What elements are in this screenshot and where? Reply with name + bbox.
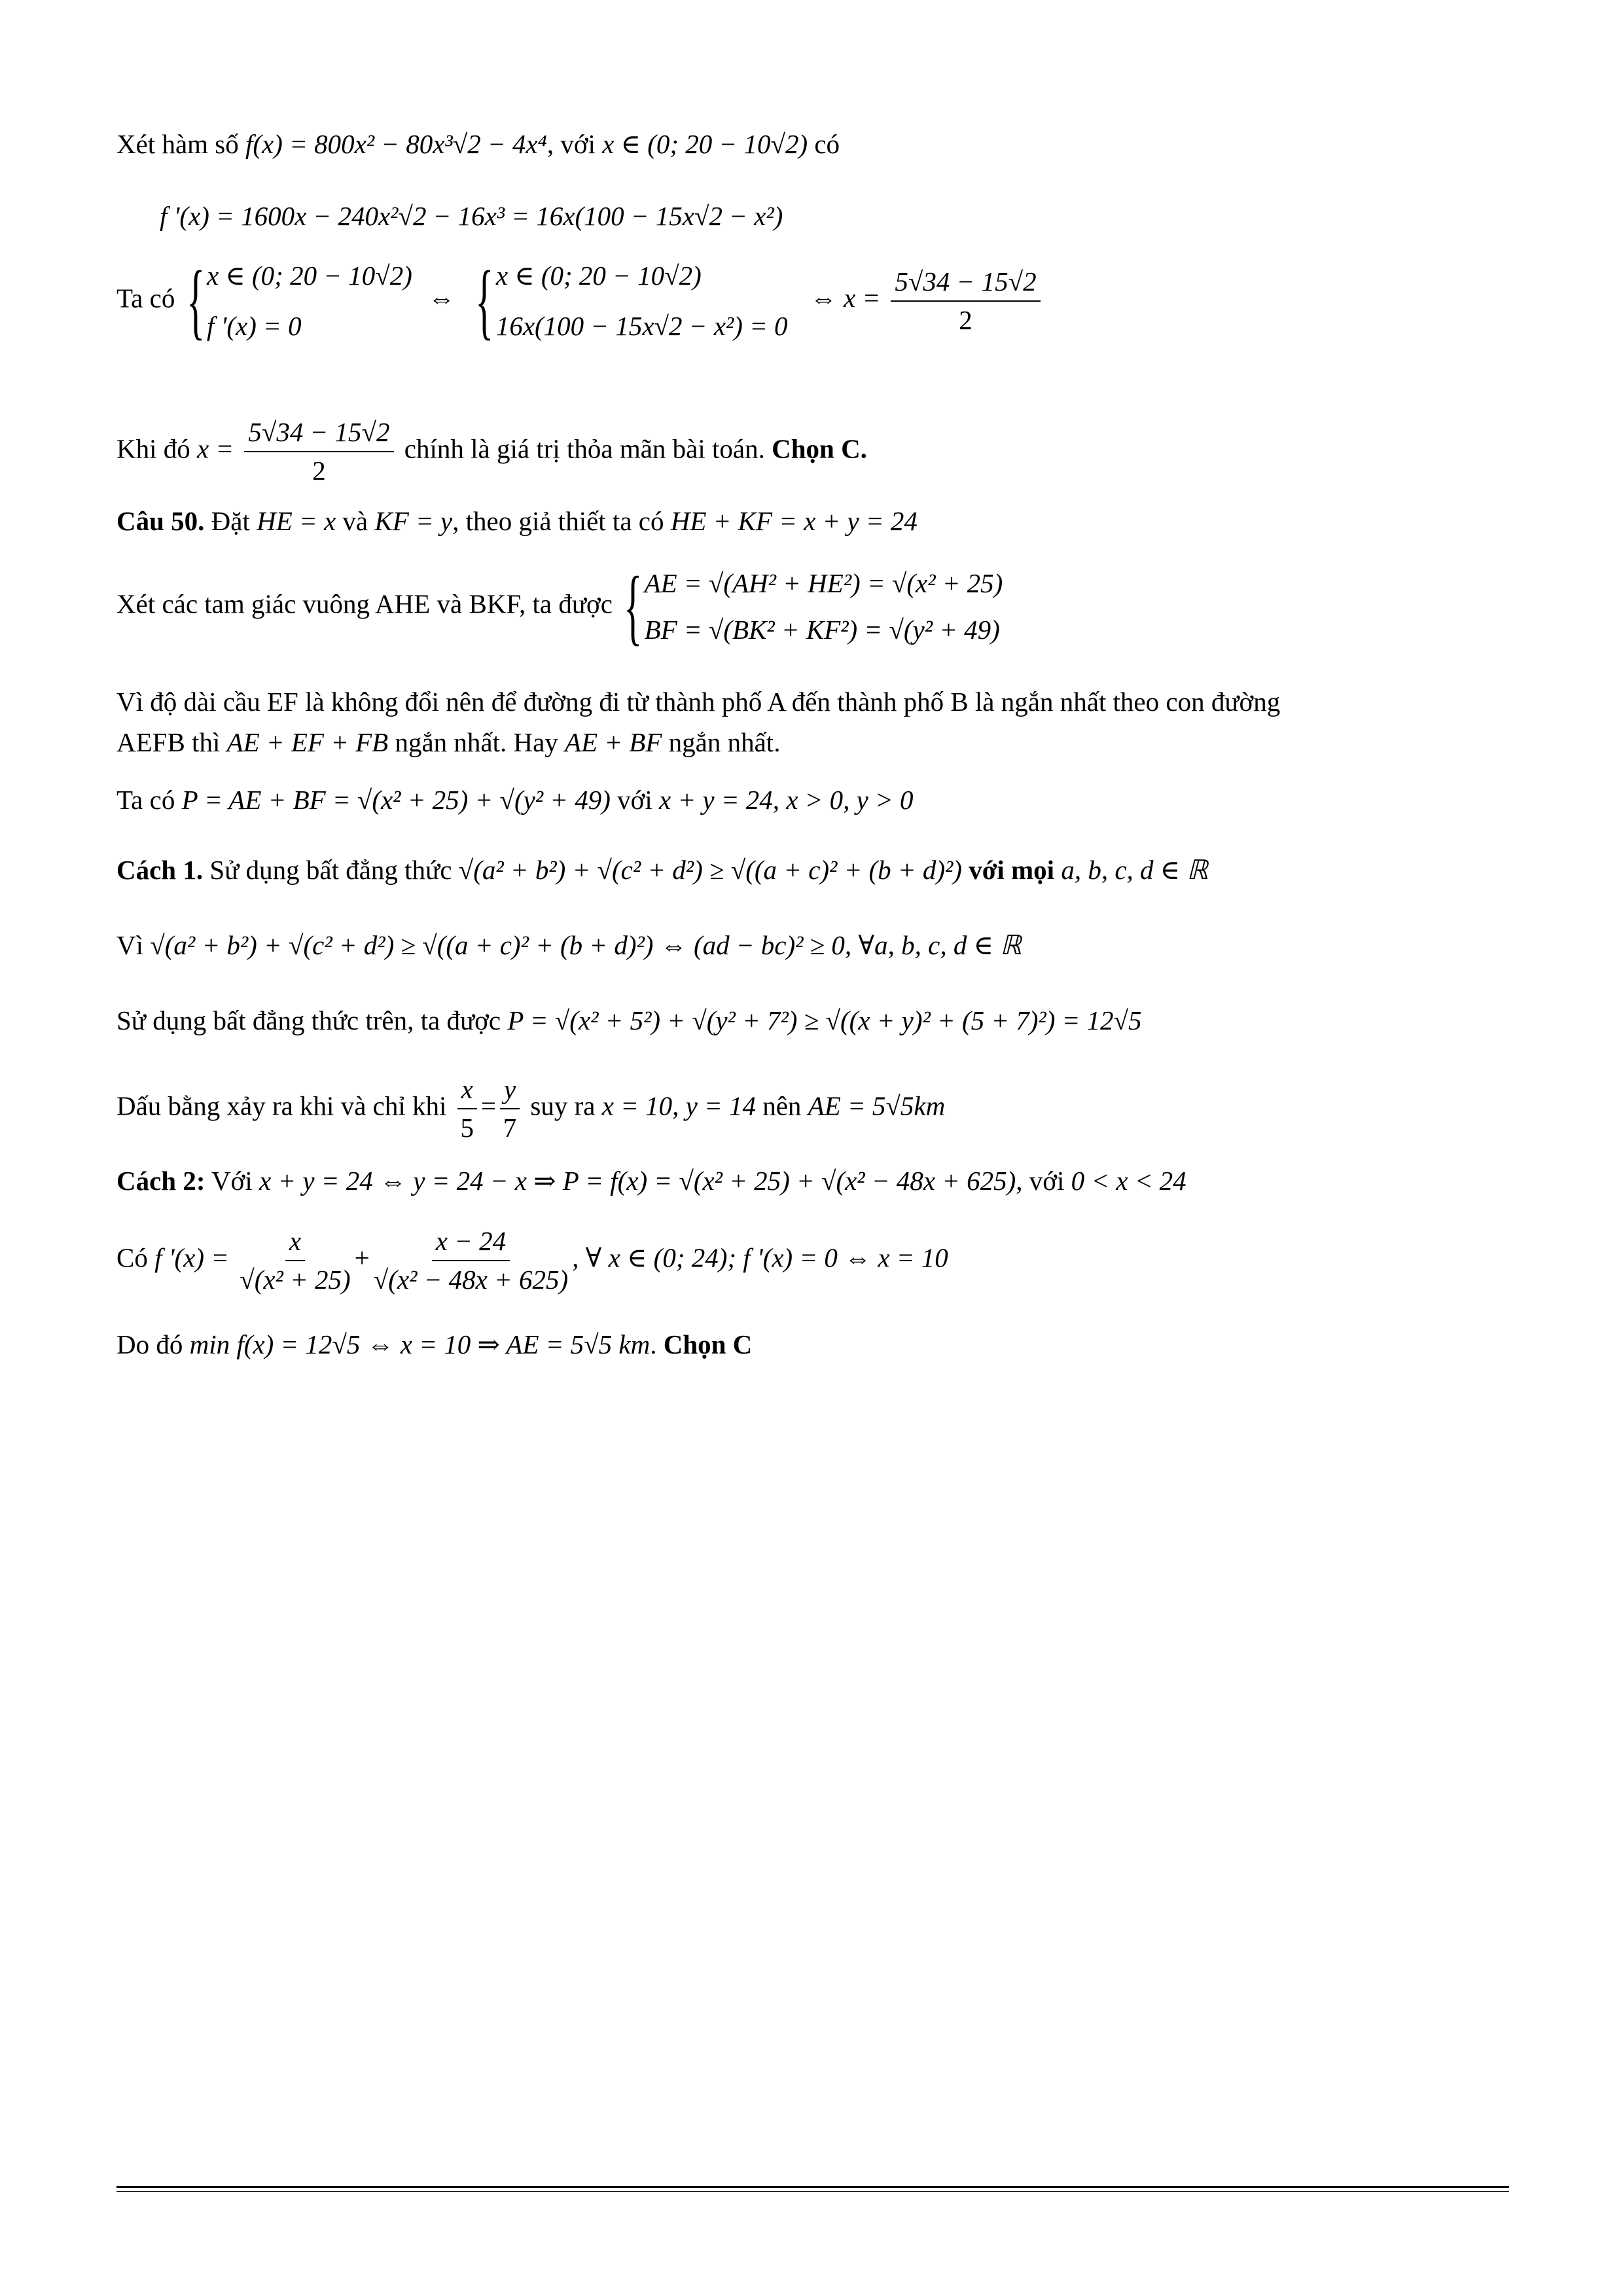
line-16 xyxy=(116,1329,752,1361)
text: , với xyxy=(546,129,596,159)
numerator: y xyxy=(500,1073,520,1109)
line-3 xyxy=(116,254,1044,348)
math: x + y = 24, x > 0, y > 0 xyxy=(659,785,914,815)
line-9 xyxy=(116,784,913,816)
math: AE = 5√5km xyxy=(808,1090,946,1121)
equivalence-symbol: ⇔ xyxy=(428,283,455,314)
fraction xyxy=(244,416,393,487)
method-label: Cách 2: xyxy=(116,1166,205,1196)
brace-icon: { xyxy=(475,254,494,348)
numerator: x xyxy=(285,1225,305,1261)
denominator: 2 xyxy=(959,305,972,335)
math: f '(x) = xyxy=(154,1242,229,1273)
math: P = AE + BF = √(x² + 25) + √(y² + 49) xyxy=(181,785,611,815)
math: = xyxy=(480,1090,496,1121)
text: nên xyxy=(762,1090,802,1121)
line-2 xyxy=(160,200,783,232)
numerator: 5√34 − 15√2 xyxy=(891,266,1040,302)
math: f '(x) = 1600x − 240x²√2 − 16x³ = 16x(100 − 15x√2 − x²) xyxy=(160,201,783,231)
math: AE + BF xyxy=(565,727,662,757)
denominator: 2 xyxy=(312,456,326,486)
fraction xyxy=(374,1225,568,1296)
math: HE + KF = x + y = 24 xyxy=(670,506,918,536)
text: ngắn nhất. xyxy=(668,727,781,757)
answer-label: Chọn C. xyxy=(772,433,867,464)
line-14 xyxy=(116,1165,1186,1197)
numerator: x − 24 xyxy=(432,1225,510,1261)
fraction xyxy=(500,1073,520,1144)
math: √(a² + b²) + √(c² + d²) ≥ √((a + c)² + (b + d)²) ⇔ (ad − bc)² ≥ 0, ∀a, b, c, d ∈ ℝ xyxy=(150,930,1022,960)
math: KF = y xyxy=(374,506,453,536)
math: x ∈ (0; 20 − 10√2) xyxy=(206,260,412,291)
math: 0 < x < 24 xyxy=(1071,1166,1186,1196)
text: Vì độ dài cầu EF là không đổi nên để đường đi từ thành phố A đến thành phố B là ngắn nhất theo con đường xyxy=(116,687,1281,717)
denominator: 7 xyxy=(503,1113,517,1143)
text: , theo giả thiết ta có xyxy=(452,506,664,536)
numerator: 5√34 − 15√2 xyxy=(244,416,393,452)
line-7 xyxy=(116,686,1280,718)
answer-label: Chọn C xyxy=(663,1329,753,1359)
math: x = xyxy=(197,433,234,464)
text: ngắn nhất. Hay xyxy=(395,727,558,757)
text: Khi đó xyxy=(116,433,190,464)
text: suy ra xyxy=(530,1090,596,1121)
numerator: x xyxy=(457,1073,477,1109)
line-4 xyxy=(116,416,867,487)
text: , với xyxy=(1016,1166,1065,1196)
math: P = √(x² + 5²) + √(y² + 7²) ≥ √((x + y)² + (5 + 7)²) = 12√5 xyxy=(507,1005,1142,1035)
text: Ta có xyxy=(116,785,175,815)
text: chính là giá trị thỏa mãn bài toán. xyxy=(404,433,765,464)
question-label: Câu 50. xyxy=(116,506,205,536)
math: x ∈ (0; 20 − 10√2) xyxy=(602,129,808,159)
math: x ∈ (0; 20 − 10√2) xyxy=(495,260,702,291)
math: AE + EF + FB xyxy=(226,727,389,757)
line-10 xyxy=(116,854,1208,886)
fraction xyxy=(891,266,1040,336)
text: Đặt xyxy=(211,506,250,536)
text: Do đó xyxy=(116,1329,183,1359)
text: Xét các tam giác vuông AHE và BKF, ta được xyxy=(116,588,613,619)
text: . xyxy=(650,1329,657,1359)
text: với xyxy=(617,785,652,815)
text: Sử dụng bất đẳng thức xyxy=(209,855,452,885)
math: AE = √(AH² + HE²) = √(x² + 25) xyxy=(644,567,1003,598)
denominator: √(x² + 25) xyxy=(240,1265,351,1295)
brace-icon: { xyxy=(186,254,205,348)
math: HE = x xyxy=(257,506,336,536)
brace-icon: { xyxy=(624,560,643,654)
text: với mọi xyxy=(969,855,1055,885)
line-12 xyxy=(116,1005,1142,1037)
text: và xyxy=(342,506,368,536)
text: Với xyxy=(211,1166,253,1196)
math: f '(x) = 0 xyxy=(206,311,302,341)
math: f(x) = 800x² − 80x³√2 − 4x⁴ xyxy=(245,129,547,159)
text: AEFB thì xyxy=(116,727,221,757)
text: Có xyxy=(116,1242,148,1273)
math: min f(x) = 12√5 ⇔ x = 10 ⇒ AE = 5√5 km xyxy=(189,1329,651,1359)
system-3 xyxy=(619,560,1003,654)
line-1 xyxy=(116,128,840,160)
denominator: √(x² − 48x + 625) xyxy=(373,1265,569,1295)
system-1 xyxy=(182,254,412,348)
line-6 xyxy=(116,560,1003,654)
text: Xét hàm số xyxy=(116,129,239,159)
text: Ta có xyxy=(116,283,175,314)
math: a, b, c, d ∈ ℝ xyxy=(1061,855,1208,885)
math: , ∀ x ∈ (0; 24); f '(x) = 0 ⇔ x = 10 xyxy=(572,1242,948,1273)
denominator: 5 xyxy=(460,1113,474,1143)
math: + xyxy=(354,1242,370,1273)
line-5 xyxy=(116,505,918,537)
system-2 xyxy=(471,254,788,348)
math: 16x(100 − 15x√2 − x²) = 0 xyxy=(495,311,788,341)
math: x = 10, y = 14 xyxy=(601,1090,756,1121)
math: ⇔ x = xyxy=(810,283,881,314)
footer-rule-thin xyxy=(116,2191,1509,2192)
math: BF = √(BK² + KF²) = √(y² + 49) xyxy=(644,615,1000,645)
fraction xyxy=(457,1073,477,1144)
text: Sử dụng bất đẳng thức trên, ta được xyxy=(116,1005,501,1035)
line-11 xyxy=(116,929,1022,961)
text: Vì xyxy=(116,930,143,960)
fraction xyxy=(240,1225,350,1296)
line-8 xyxy=(116,726,780,759)
line-15 xyxy=(116,1225,948,1296)
footer-rule xyxy=(116,2186,1509,2188)
text: có xyxy=(814,129,840,159)
math: x + y = 24 ⇔ y = 24 − x ⇒ P = f(x) = √(x² + 25) + √(x² − 48x + 625) xyxy=(259,1166,1016,1196)
line-13 xyxy=(116,1073,945,1144)
math: √(a² + b²) + √(c² + d²) ≥ √((a + c)² + (b + d)²) xyxy=(458,855,962,885)
method-label: Cách 1. xyxy=(116,855,204,885)
text: Dấu bằng xảy ra khi và chỉ khi xyxy=(116,1090,447,1121)
